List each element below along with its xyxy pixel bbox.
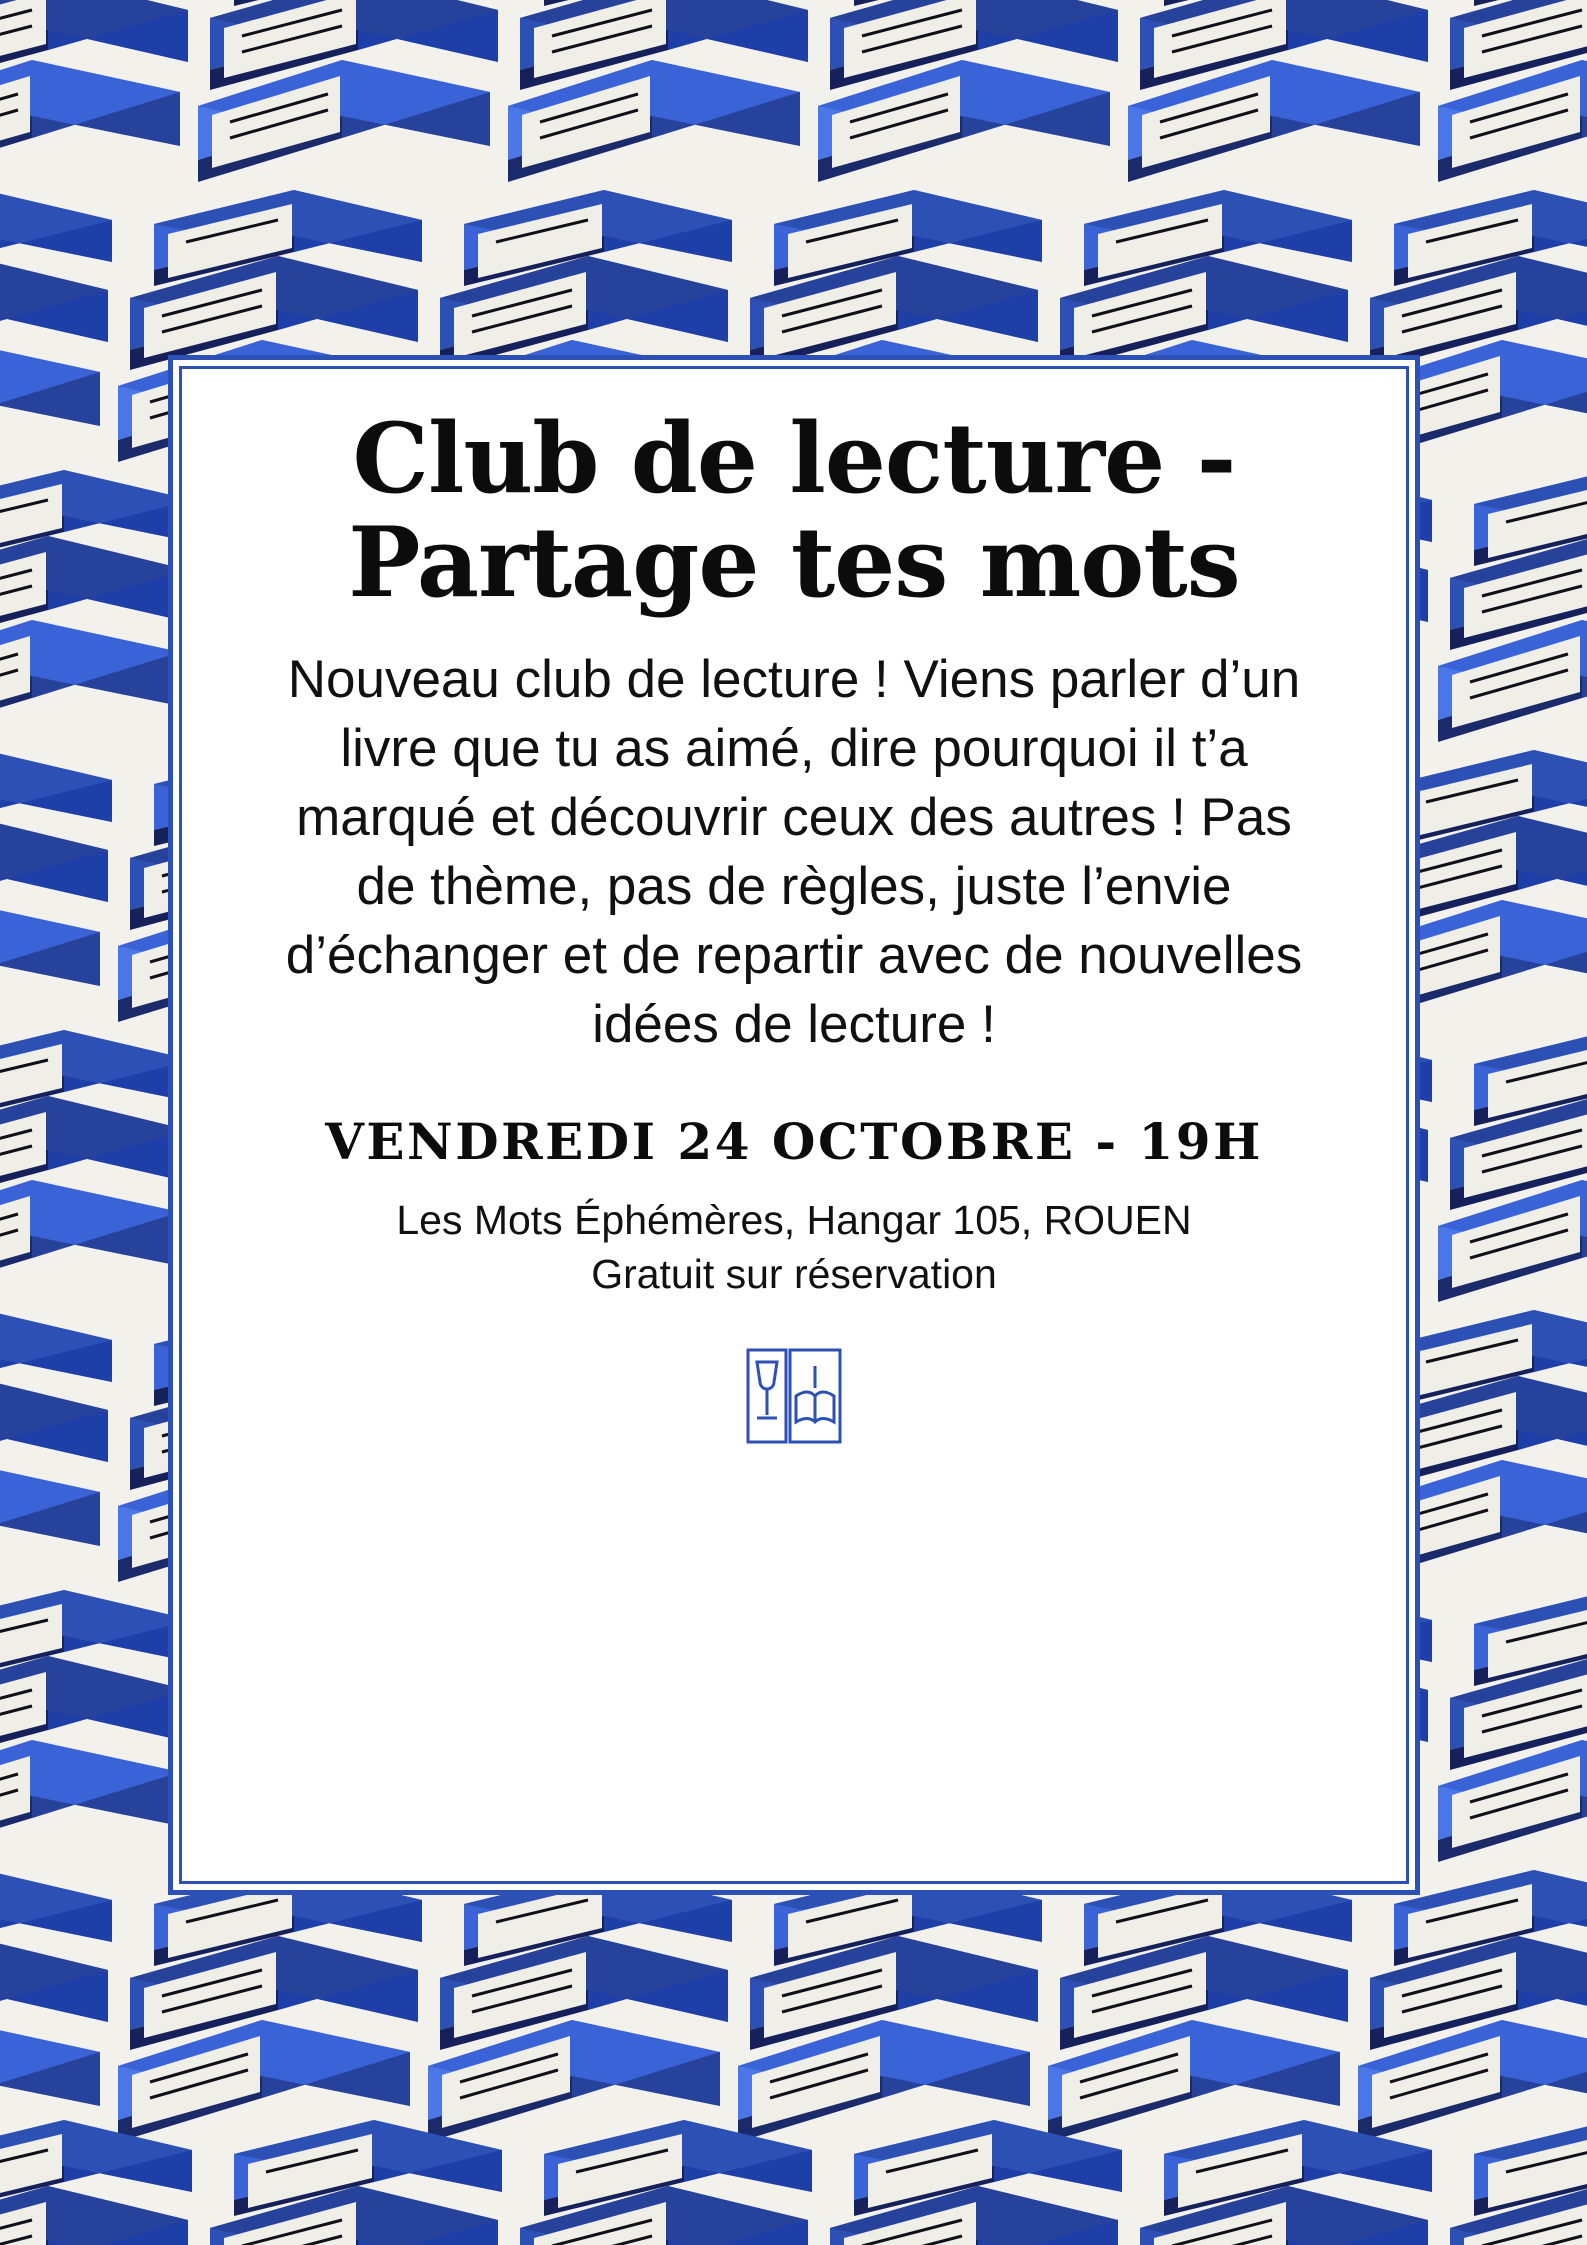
venue-address: Les Mots Éphémères, Hangar 105, ROUEN [396,1196,1192,1243]
title-line-2: Partage tes mots [348,505,1240,619]
wine-glass-and-book-logo-icon [746,1348,842,1444]
event-datetime: VENDREDI 24 OCTOBRE - 19H [325,1111,1263,1171]
poster-card [168,355,1420,1895]
title-line-1: Club de lecture - [352,402,1236,515]
page-title [348,402,1240,619]
reservation-note: Gratuit sur réservation [591,1251,997,1298]
card-content [228,402,1360,1855]
event-description: Nouveau club de lecture ! Viens parler d’un livre que tu as aimé, dire pourquoi il t’a marqué et découvrir ceux des autres ! Pas de thème, pas de règles, juste l’envie d’échanger et de repartir avec de nouvelles idées de lecture ! [285,650,1303,1054]
venue-block [396,1193,1191,1302]
